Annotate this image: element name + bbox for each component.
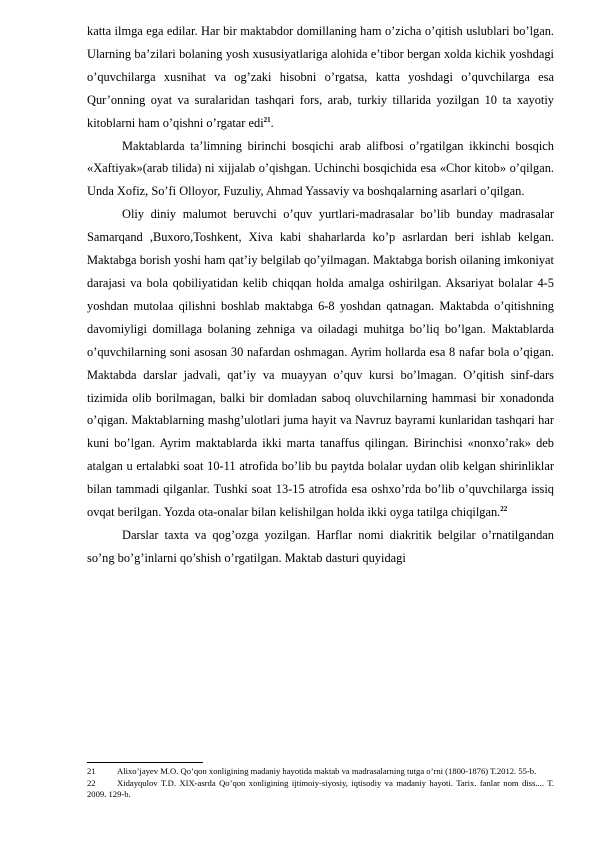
footnotes-section	[87, 766, 554, 801]
paragraph-2	[87, 135, 554, 204]
paragraph-1-text: katta ilmga ega edilar. Har bir maktabdor domillaning ham o’zicha o’qitish uslublari bo’lgan. Ularning ba’zilari bolaning yosh xususiyatlariga alohida e’tibor bergan xolda kichik yoshdagi o’quvchilarga xusnihat va og’zaki hisobni o’rgatsa, katta yoshdagi o’quvchilarga esa Qur’onning oyat va suralaridan tashqari fors, arab, turkiy tillarida yozilgan 10 ta xayotiy kitoblarni ham o’qishni o’rgatar edi	[87, 24, 554, 130]
footnote-21	[87, 766, 554, 777]
paragraph-4-text: Darslar taxta va qog’ozga yozilgan. Harflar nomi diakritik belgilar o’rnatilgandan so’ng bo’g’inlarni qo’shish o’rgatilgan. Maktab dasturi quyidagi	[87, 527, 554, 565]
paragraph-4	[87, 524, 554, 570]
paragraph-1-trail: .	[270, 115, 274, 130]
paragraph-3-text: Oliy diniy malumot beruvchi o’quv yurtlari-madrasalar bo’lib bunday madrasalar Samarqand ,Buxoro,Toshkent, Xiva kabi shaharlarda ko’p asrlardan beri ishlab kelgan. Maktabga borish yoshi ham qat’iy belgilab qo’yilmagan. Maktabga borish oilaning imkoniyat darajasi va bola qobiliyatidan kelib chiqqan holda amalga oshirilgan. Aksariyat bolalar 4-5 yoshdan mutolaa qilishni boshlab maktabga 6-8 yoshdan qatnagan. Maktabda o’qitishning davomiyligi domillaga bolaning zehniga va oiladagi muhitga bo’liq bo’lgan. Maktablarda o’quvchilarning soni asosan 30 nafardan oshmagan. Ayrim hollarda esa 8 nafar bola o’qigan. Maktabda darslar jadvali, qat’iy va muayyan o’quv kursi bo’lmagan. O’qitish sinf-dars tizimida olib borilmagan, balki bir domladan saboq oluvchilarning hammasi bir xonadonda o’qigan. Maktablarning mashg’ulotlari juma hayit va Navruz bayrami kunlaridan tashqari har kuni bo’lgan. Ayrim maktablarda ikki marta tanaffus qilingan. Birinchisi «nonxo’rak» deb atalgan u ertalabki soat 10-11 atrofida bo’lib bu paytda bolalar uydan olib kelgan shirinliklar bilan tammadi qilganlar. Tushki soat 13-15 atrofida esa oshxo’rda bo’lib o’quvchilarga issiq ovqat berilgan. Yozda ota-onalar bilan kelishilgan holda ikki oyga tatilga chiqilgan.	[87, 207, 554, 520]
footnote-divider	[87, 762, 203, 763]
paragraph-3	[87, 203, 554, 524]
footnote-ref-21[interactable]: 21	[263, 115, 271, 124]
paragraph-2-text: Maktablarda ta’limning birinchi bosqichi arab alifbosi o’rgatilgan ikkinchi bosqich «Xaftiyak»(arab tilida) ni xijjalab o’qishgan. Uchinchi bosqichida esa «Chor kitob» o’qilgan. Unda Xofiz, So’fi Olloyor, Fuzuliy, Ahmad Yassaviy va boshqalarning asarlari o’qilgan.	[87, 138, 554, 199]
footnote-22	[87, 778, 554, 800]
document-body	[87, 20, 554, 570]
footnote-ref-22[interactable]: 22	[500, 504, 508, 513]
footnote-text: Xidayqulov T.D. XIX-asrda Qo’qon xonligining ijtimoiy-siyosiy, iqtisodiy va madaniy hayoti. Tarix. fanlar nom diss.... T. 2009. 129-b.	[87, 778, 554, 799]
footnote-number: 22	[87, 778, 96, 788]
footnote-text: Alixo’jayev M.O. Qo’qon xonligining madaniy hayotida maktab va madrasalarning tutga o’rni (1800-1876) T.2012. 55-b.	[117, 766, 537, 776]
paragraph-1	[87, 20, 554, 135]
footnote-number: 21	[87, 766, 96, 776]
